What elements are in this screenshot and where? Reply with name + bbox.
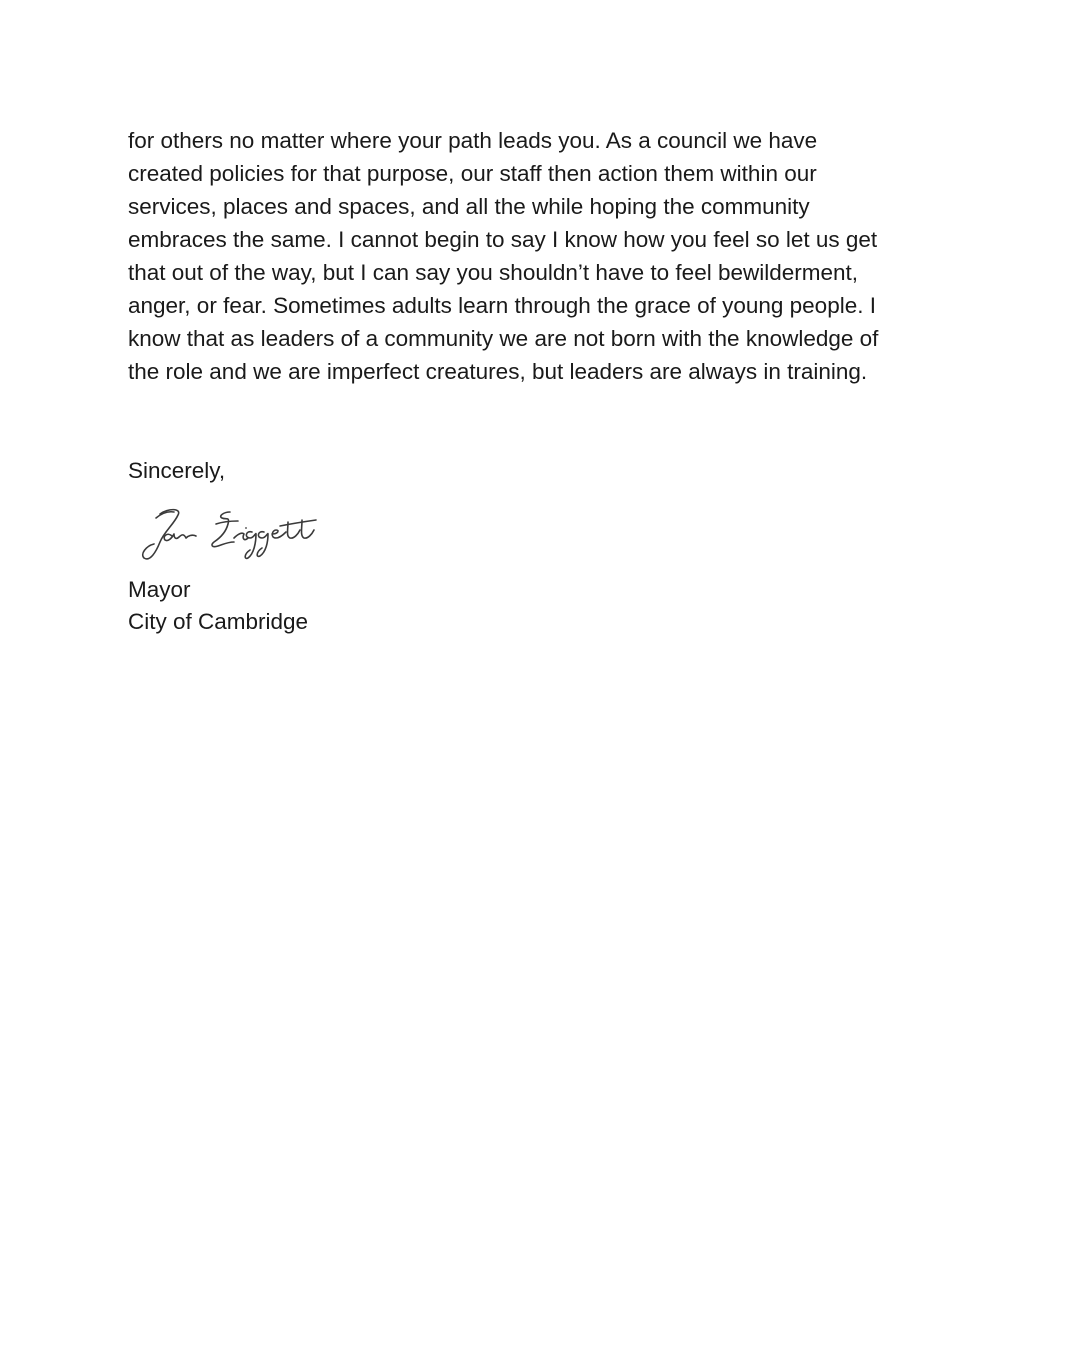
body-line: know that as leaders of a community we are not born with the knowledge of xyxy=(128,326,879,351)
body-line: for others no matter where your path leads you. As a council we have xyxy=(128,128,818,153)
body-line: embraces the same. I cannot begin to say I know how you feel so let us get xyxy=(128,227,878,252)
body-line: that out of the way, but I can say you shouldn’t have to feel bewilderment, xyxy=(128,260,859,285)
signer-organization: City of Cambridge xyxy=(128,609,309,634)
body-line: the role and we are imperfect creatures, but leaders are always in training. xyxy=(128,359,868,384)
signature-strokes xyxy=(143,510,316,559)
signer-title: Mayor xyxy=(128,577,191,602)
body-line: anger, or fear. Sometimes adults learn through the grace of young people. I xyxy=(128,293,876,318)
letter-closing: Sincerely, xyxy=(128,458,226,483)
signature-icon xyxy=(138,502,324,568)
signer-block xyxy=(128,574,308,638)
body-line: services, places and spaces, and all the while hoping the community xyxy=(128,194,810,219)
body-line: created policies for that purpose, our staff then action them within our xyxy=(128,161,817,186)
letter-body xyxy=(128,124,968,388)
